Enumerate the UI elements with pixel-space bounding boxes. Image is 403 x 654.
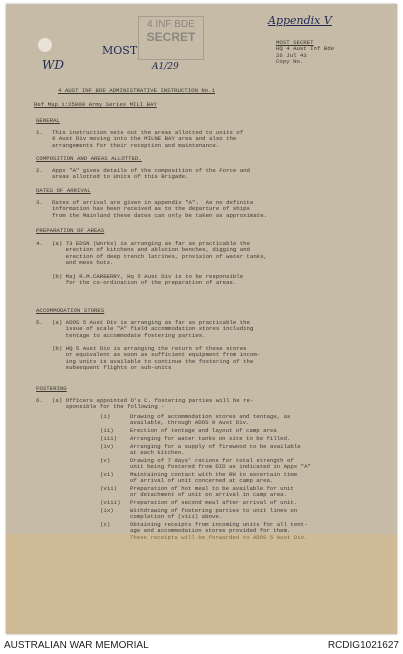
paragraph-2: Appx "A" gives details of the composition of the Force and areas allotted to Units of this Brigade.: [52, 167, 250, 181]
list-item: Drawing of accommodation stores and tentage, as available, through ADOS 9 Aust Div.: [130, 413, 291, 427]
list-item: Arranging for a supply of firewood to be available at each kitchen.: [130, 443, 301, 457]
archive-name: AUSTRALIAN WAR MEMORIAL: [4, 640, 149, 651]
para-number-6: 6.: [36, 397, 43, 404]
list-item-number: (iv): [100, 443, 114, 450]
heading-composition: COMPOSITION AND AREAS ALLOTTED.: [36, 155, 142, 162]
archive-footer: [0, 637, 403, 654]
paragraph-4a: (a) 73 EDSN (Works) is arranging as far as practicable the erection of kitchens and ablution benches, digging and erection of deep trench latrines, provision of water tanks, and mess huts.: [52, 240, 268, 267]
handwritten-initials: WD: [42, 58, 64, 72]
heading-general: GENERAL: [36, 117, 60, 124]
paragraph-5b: (b) HQ 5 Aust Div is arranging the return of these stores or equivalent as soon as sufficient equipment from incom- ing units is available to continue the fostering of the subsequent flights or sub-units: [52, 345, 261, 372]
list-item: Erection of tentage and layout of camp area: [130, 427, 277, 434]
handwritten-most: MOST: [102, 44, 138, 57]
map-reference: Ref Map 1:25000 Army Series MILI BAY: [34, 101, 157, 108]
list-item-number: (v): [100, 457, 111, 464]
archive-id: RCDIG1021627: [327, 640, 399, 651]
list-item: Drawing of 7 days' rations for total strength of unit being fostered from DID as indicated in Appx "A": [130, 457, 311, 471]
list-item: Withdrawing of fostering parties to unit lines on completion of (viii) above.: [130, 507, 298, 521]
heading-fostering: FOSTERING: [36, 385, 67, 392]
para-number-5: 5.: [36, 319, 43, 326]
list-item-number: (x): [100, 521, 111, 528]
paragraph-1: This instruction sets out the areas allotted to units of 9 Aust Div moving into the MILNE BAY area and also the arrangements for their reception and maintenance.: [52, 129, 244, 149]
list-item: Preparation of hot meal to be available for unit or detachment of unit on arrival in camp area.: [130, 485, 294, 499]
list-item-number: (i): [100, 413, 111, 420]
heading-preparation: PREPARATION OF AREAS: [36, 227, 105, 234]
para-number-3: 3.: [36, 199, 43, 206]
stamp-line-1: 4 INF BDE: [147, 19, 195, 30]
paragraph-5a: (a) ADOS 5 Aust Div is arranging as far as practicable the issue of scale "A" field accommodation stores including tentage to accommodate fostering parties.: [52, 319, 254, 339]
stamp-line-2: SECRET: [146, 30, 196, 44]
document-page: [6, 4, 397, 634]
tape-stain: [6, 534, 397, 634]
paragraph-6a: (a) Officers appointed O's C. fostering parties will be re- sponsible for the following -: [52, 397, 254, 411]
handwritten-appendix: Appendix V: [268, 14, 332, 27]
punch-hole: [38, 38, 52, 52]
handwritten-reference: A1/29: [152, 62, 179, 72]
list-item: Maintaining contact with the RH to ascertain time of arrival of unit concerned at camp area.: [130, 471, 298, 485]
list-item-number: (iii): [100, 435, 118, 442]
document-title: 4 AUST INF BDE ADMINISTRATIVE INSTRUCTION No.1: [58, 87, 216, 94]
list-item: Arranging for water tanks on site to be filled.: [130, 435, 291, 442]
paragraph-3: Dates of arrival are given in appendix "A". As no definite information has been received as to the departure of ships from the Mainland these dates can only be taken as approximate.: [52, 199, 268, 219]
copy-line: Copy No.: [276, 58, 304, 66]
list-item: Obtaining receipts from incoming units for all tent- age and accommodation stores provided for them. These receipts will be forwarded to ADOS 5 Aust Div.: [130, 521, 308, 541]
paragraph-4b: (b) Maj R.M.CARBERRY, Hq 5 Aust Div is to be responsible for the co-ordination of the preparation of areas.: [52, 273, 244, 287]
heading-accommodation: ACCOMMODATION STORES: [36, 307, 105, 314]
list-item-number: (ix): [100, 507, 114, 514]
heading-dates: DATES OF ARRIVAL: [36, 187, 91, 194]
list-item-number: (viii): [100, 499, 121, 506]
para-number-4: 4.: [36, 240, 43, 247]
list-item-number: (vi): [100, 471, 114, 478]
list-item-number: (ii): [100, 427, 114, 434]
para-number-1: 1.: [36, 129, 43, 136]
security-stamp: [138, 16, 204, 60]
header-right-block: [276, 40, 334, 66]
classification: MOST SECRET: [276, 39, 314, 46]
hq-line: HQ 4 Aust Inf Bde: [276, 45, 335, 53]
list-item-number: (vii): [100, 485, 118, 492]
list-item: Preparation of second meal after arrival of unit.: [130, 499, 298, 506]
para-number-2: 2.: [36, 167, 43, 174]
date-line: 26 Jul 43: [276, 51, 307, 59]
